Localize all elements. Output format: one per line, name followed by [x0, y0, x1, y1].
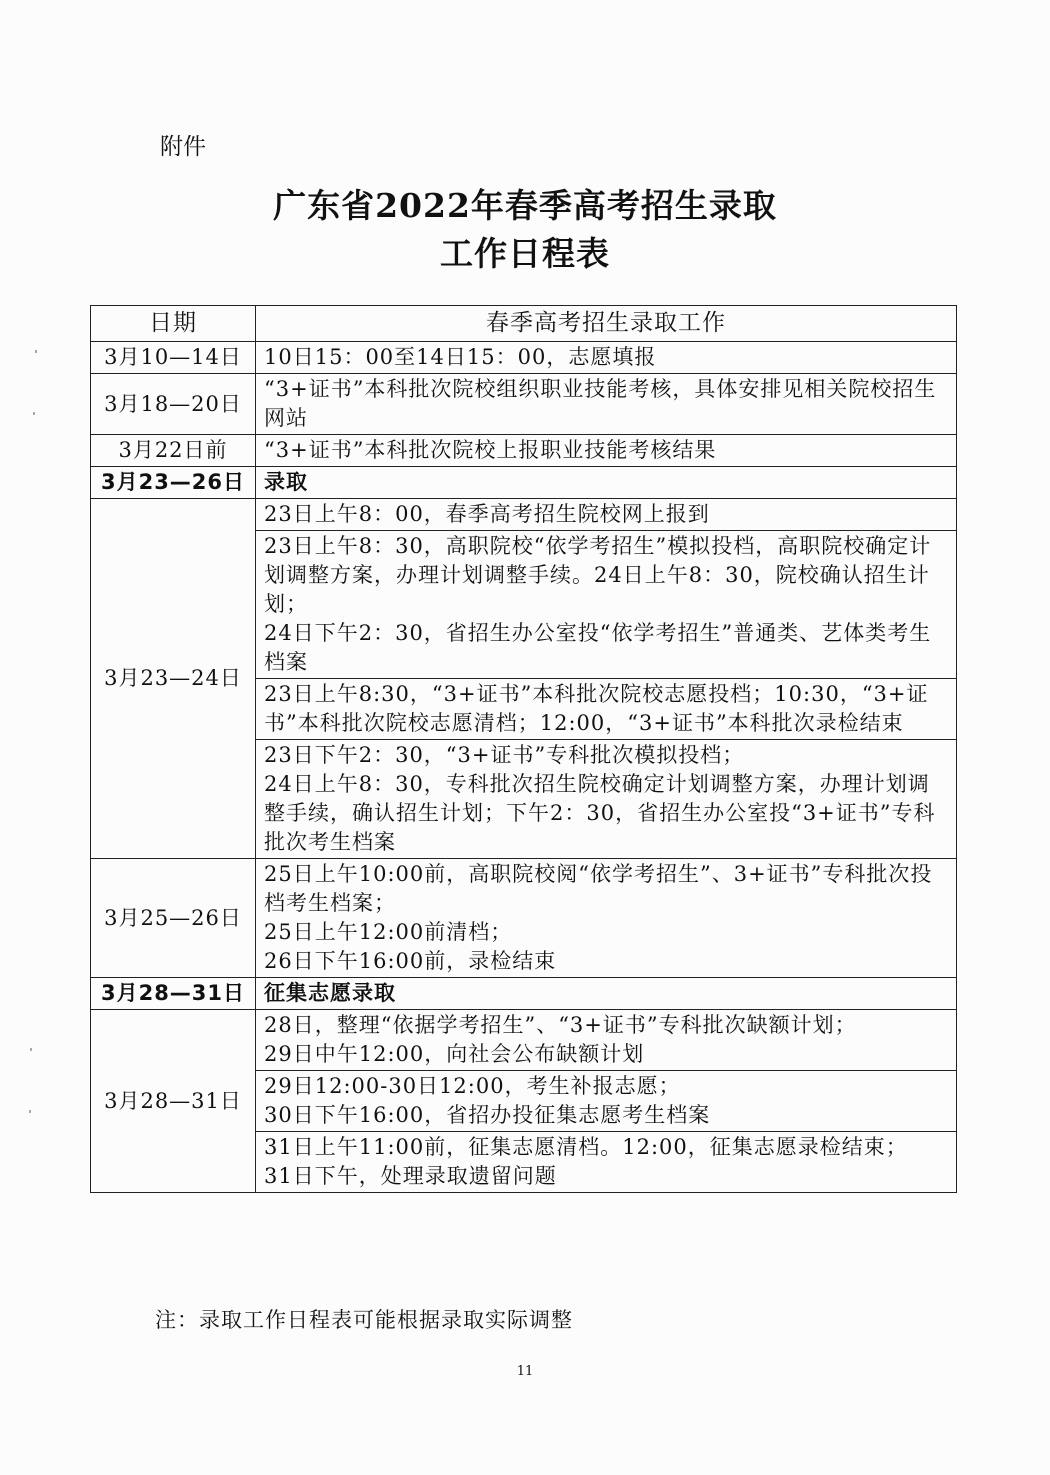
table-row — [91, 342, 957, 374]
row-date: 3月10—14日 — [91, 342, 256, 374]
row-date: 3月23—24日 — [91, 499, 256, 859]
header-work: 春季高考招生录取工作 — [256, 306, 957, 342]
text-line: 30日下午16:00，省招办投征集志愿考生档案 — [264, 1103, 711, 1127]
footnote: 注：录取工作日程表可能根据录取实际调整 — [155, 1308, 573, 1332]
row-text — [256, 859, 957, 978]
row-date: 3月28—31日 — [91, 1010, 256, 1193]
section-title: 录取 — [256, 467, 957, 499]
table-header-row — [91, 306, 957, 342]
scan-speck — [35, 350, 37, 353]
text-line: 26日下午16:00前，录检结束 — [264, 949, 557, 973]
scan-speck — [33, 412, 35, 415]
row-text: 23日上午8：00，春季高考招生院校网上报到 — [256, 499, 957, 531]
row-text: “3+证书”本科批次院校上报职业技能考核结果 — [256, 435, 957, 467]
header-date: 日期 — [91, 306, 256, 342]
scan-speck — [29, 1110, 31, 1113]
table-row — [91, 499, 957, 531]
page-number: 11 — [516, 1364, 534, 1379]
text-line: 25日上午12:00前清档； — [264, 920, 513, 944]
table-row — [91, 435, 957, 467]
section-row — [91, 467, 957, 499]
section-date: 3月23—26日 — [91, 467, 256, 499]
row-text — [256, 531, 957, 679]
text-line: 29日12:00-30日12:00，考生补报志愿； — [264, 1074, 681, 1098]
section-title: 征集志愿录取 — [256, 978, 957, 1010]
table-row — [91, 1010, 957, 1071]
text-line: 29日中午12:00，向社会公布缺额计划 — [264, 1042, 645, 1066]
row-date: 3月22日前 — [91, 435, 256, 467]
attachment-label: 附件 — [160, 134, 206, 160]
title-line-2: 工作日程表 — [440, 234, 610, 273]
text-line: 23日上午8：30，高职院校“依学考招生”模拟投档，高职院校确定计划调整方案，办理计划调整手续。24日上午8：30，院校确认招生计划； — [264, 534, 932, 616]
row-text — [256, 1071, 957, 1132]
title-line-1: 广东省2022年春季高考招生录取 — [273, 186, 777, 225]
row-text: “3+证书”本科批次院校组织职业技能考核，具体安排见相关院校招生网站 — [256, 374, 957, 435]
schedule-table — [90, 305, 957, 1193]
scan-speck — [30, 1048, 32, 1051]
text-line: 28日，整理“依据学考招生”、“3+证书”专科批次缺额计划； — [264, 1013, 857, 1037]
text-line: 24日上午8：30，专科批次招生院校确定计划调整方案，办理计划调整手续，确认招生计划；下午2：30，省招生办公室投“3+证书”专科批次考生档案 — [264, 772, 936, 854]
table-row — [91, 374, 957, 435]
text-line: 31日上午11:00前，征集志愿清档。12:00，征集志愿录检结束； — [264, 1135, 908, 1159]
row-date: 3月18—20日 — [91, 374, 256, 435]
row-date: 3月25—26日 — [91, 859, 256, 978]
row-text — [256, 1132, 957, 1193]
table-row — [91, 859, 957, 978]
section-row — [91, 978, 957, 1010]
text-line: 24日下午2：30，省招生办公室投“依学考招生”普通类、艺体类考生档案 — [264, 621, 932, 674]
section-date: 3月28—31日 — [91, 978, 256, 1010]
row-text — [256, 740, 957, 859]
row-text — [256, 1010, 957, 1071]
text-line: 23日下午2：30，“3+证书”专科批次模拟投档； — [264, 743, 745, 767]
text-line: 25日上午10:00前，高职院校阅“依学考招生”、3+证书”专科批次投档考生档案； — [264, 862, 933, 915]
text-line: 31日下午，处理录取遗留问题 — [264, 1164, 557, 1188]
row-text: 23日上午8:30，“3+证书”本科批次院校志愿投档；10:30，“3+证书”本科批次院校志愿清档；12:00，“3+证书”本科批次录检结束 — [256, 679, 957, 740]
row-text: 10日15：00至14日15：00，志愿填报 — [256, 342, 957, 374]
